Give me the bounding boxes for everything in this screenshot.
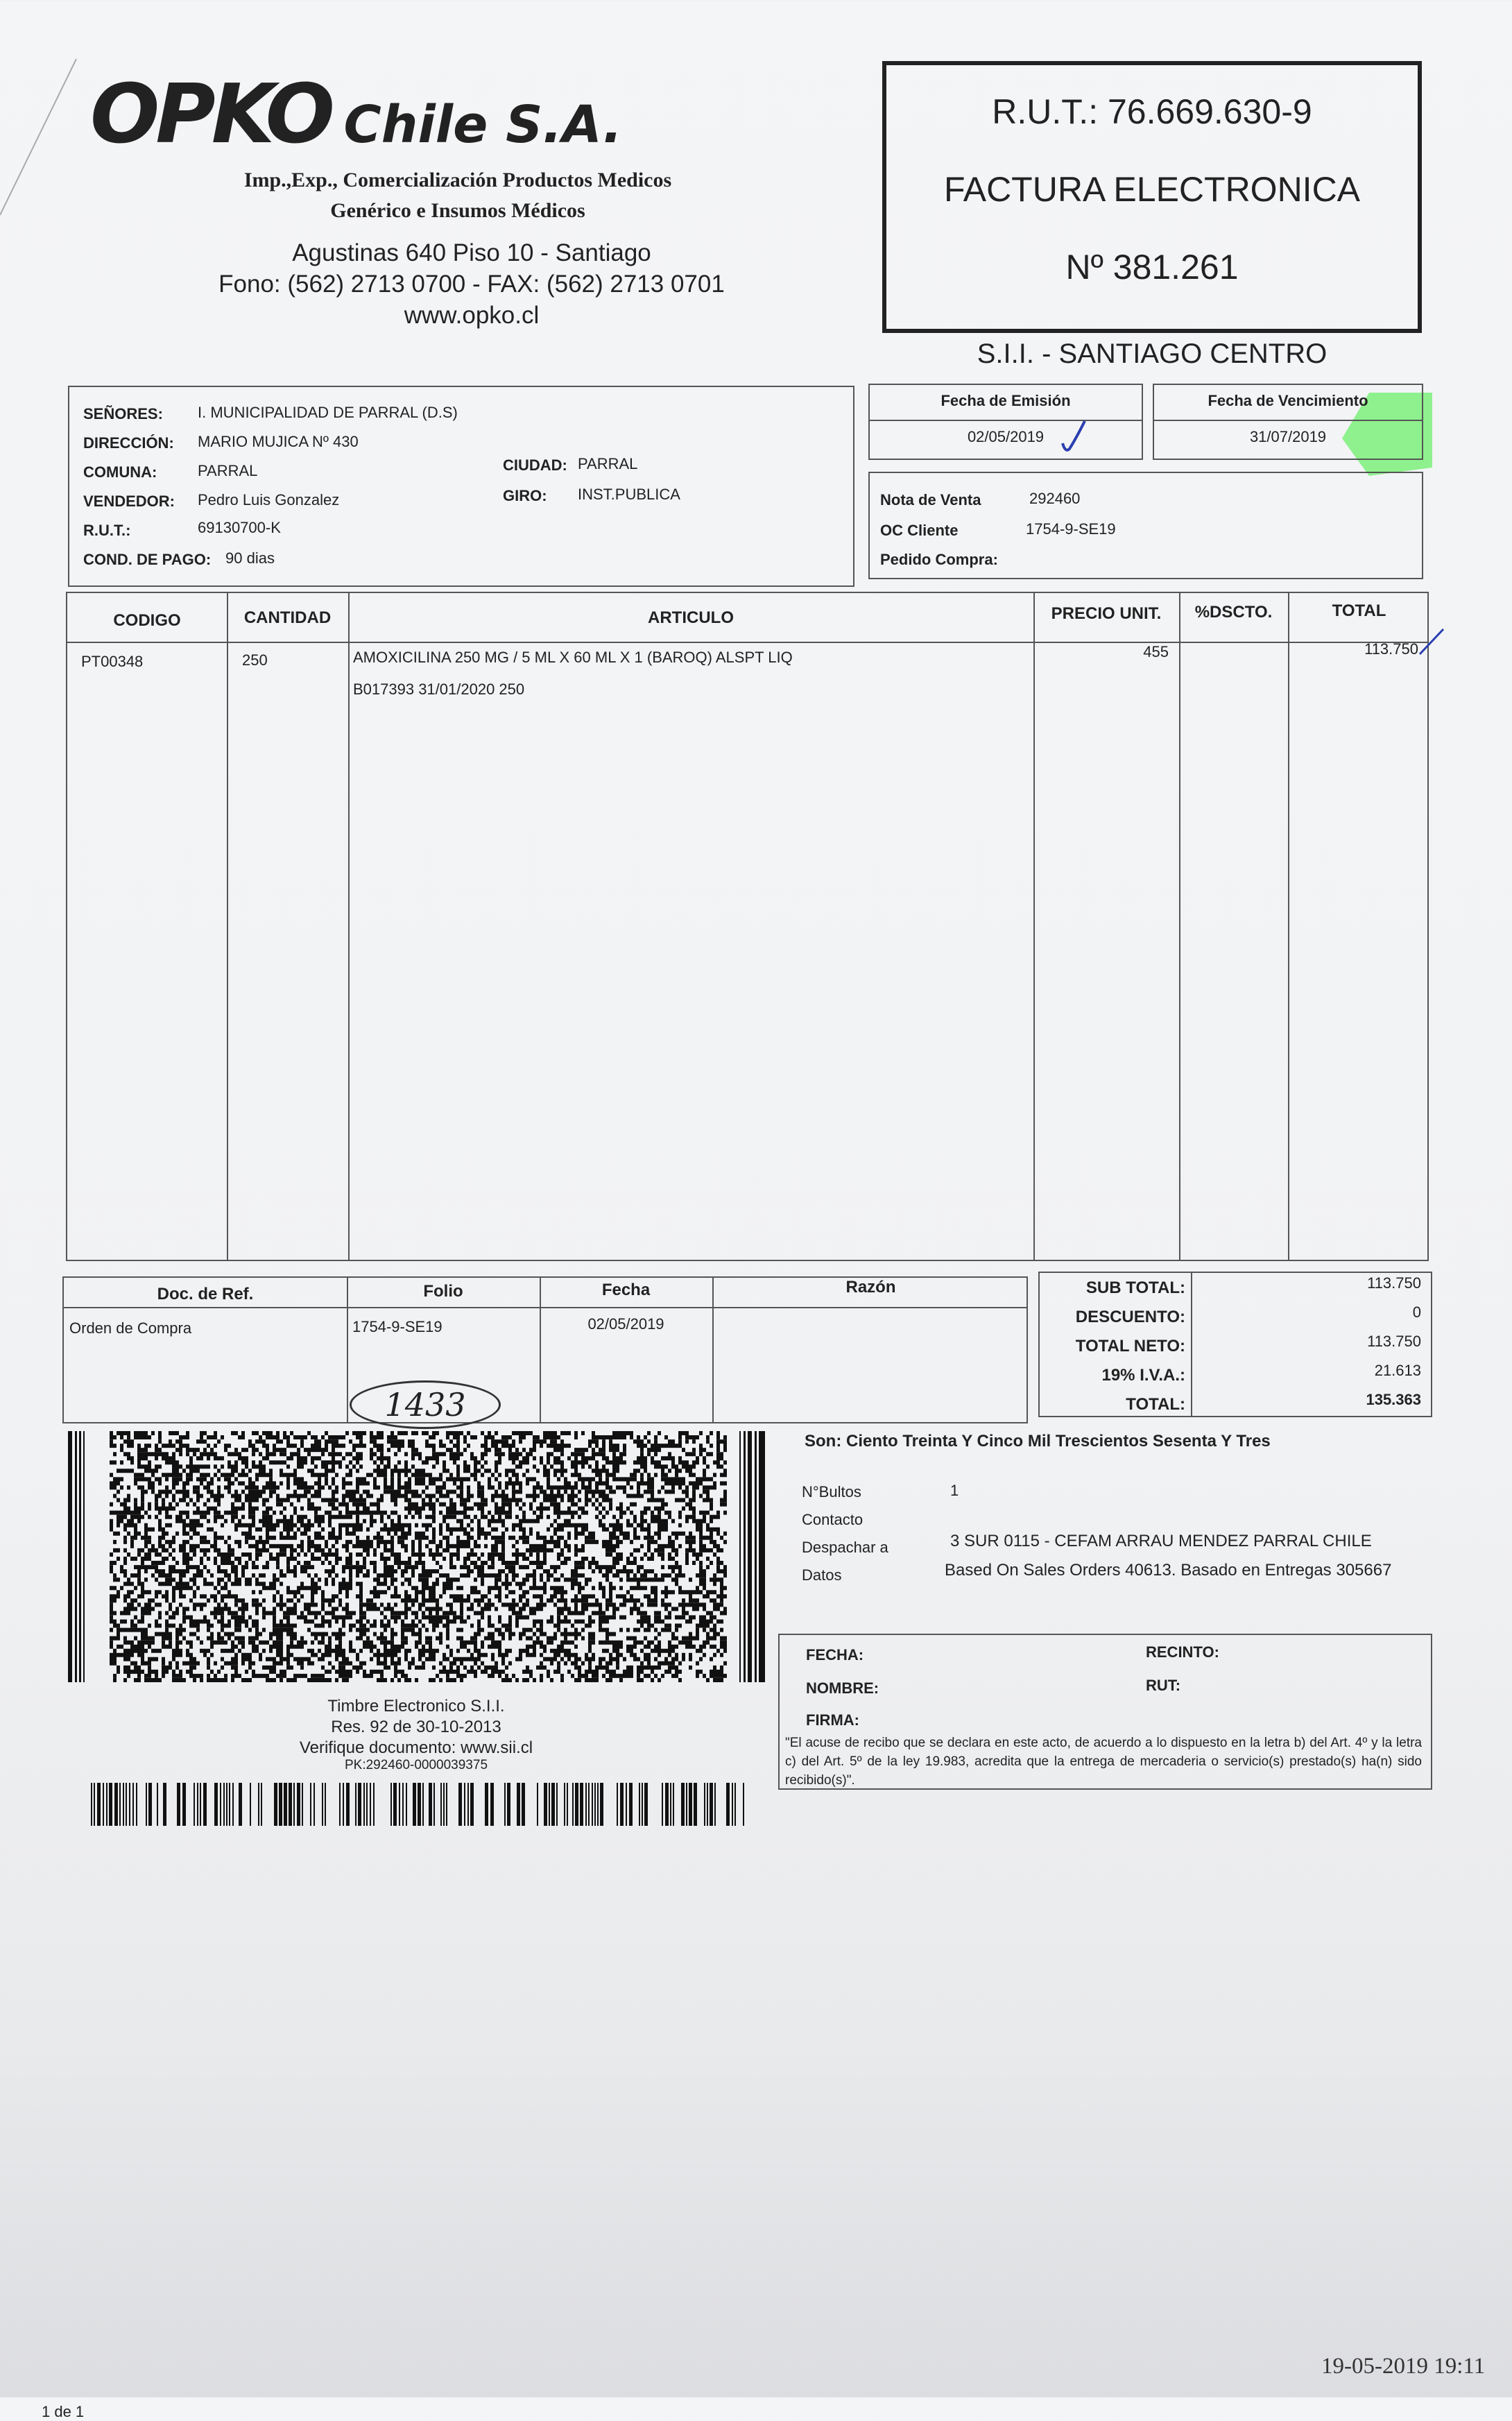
client-rut-label: R.U.T.: bbox=[83, 522, 131, 539]
company-contact bbox=[180, 237, 763, 331]
nota-venta-label: Nota de Venta bbox=[880, 491, 981, 508]
order-info-box bbox=[868, 472, 1423, 579]
ref-doc-value: Orden de Compra bbox=[69, 1319, 192, 1337]
ref-doc-header: Doc. de Ref. bbox=[157, 1285, 254, 1303]
direccion-label: DIRECCIÓN: bbox=[83, 434, 174, 452]
giro-label: GIRO: bbox=[503, 487, 547, 504]
company-description bbox=[208, 165, 707, 226]
timbre-line4: PK:292460-0000039375 bbox=[344, 1758, 488, 1772]
pedido-compra-label: Pedido Compra: bbox=[880, 551, 998, 568]
item-precio: 455 bbox=[1143, 643, 1169, 660]
company-phone: Fono: (562) 2713 0700 - FAX: (562) 2713 0701 bbox=[218, 271, 725, 298]
receipt-firma-label: FIRMA: bbox=[806, 1711, 859, 1729]
client-rut-value: 69130700-K bbox=[198, 519, 281, 536]
col-cantidad: CANTIDAD bbox=[243, 608, 332, 627]
receipt-box bbox=[778, 1634, 1432, 1790]
iva-value: 21.613 bbox=[1374, 1362, 1421, 1379]
handwritten-check bbox=[1057, 417, 1092, 459]
bultos-value: 1 bbox=[950, 1482, 959, 1499]
receipt-fecha-label: FECHA: bbox=[806, 1646, 864, 1663]
col-codigo: CODIGO bbox=[113, 611, 181, 630]
company-line1: Imp.,Exp., Comercialización Productos Medicos bbox=[243, 169, 672, 191]
col-total: TOTAL bbox=[1332, 601, 1386, 620]
datos-value: Based On Sales Orders 40613. Basado en Entregas 305667 bbox=[945, 1561, 1392, 1580]
receipt-legal-text: "El acuse de recibo que se declara en este acto, de acuerdo a lo dispuesto en la letra b) del Art. 4º y la letra c) del Art. 5º de la ley 19.983, acredita que la entrega de mercaderia o servicio(s) prestado(s) ha(n) sido recibido(s)". bbox=[785, 1736, 1422, 1788]
item-codigo: PT00348 bbox=[81, 653, 144, 670]
iva-label: 19% I.V.A.: bbox=[1101, 1366, 1185, 1385]
company-line2: Genérico e Insumos Médicos bbox=[330, 199, 585, 222]
comuna-label: COMUNA: bbox=[83, 463, 157, 481]
page-count: 1 de 1 bbox=[42, 2403, 85, 2420]
fecha-emision-value: 02/05/2019 bbox=[967, 428, 1045, 445]
items-table bbox=[66, 592, 1429, 1261]
print-timestamp: 19-05-2019 19:11 bbox=[1321, 2354, 1486, 2379]
ciudad-label: CIUDAD: bbox=[503, 456, 567, 474]
despachar-value: 3 SUR 0115 - CEFAM ARRAU MENDEZ PARRAL CHILE bbox=[950, 1532, 1372, 1550]
logo-suffix: Chile S.A. bbox=[343, 95, 623, 155]
col-articulo: ARTICULO bbox=[648, 608, 734, 627]
ref-folio-header: Folio bbox=[423, 1282, 463, 1301]
subtotal-label: SUB TOTAL: bbox=[1085, 1278, 1185, 1297]
subtotal-value: 113.750 bbox=[1367, 1274, 1421, 1292]
col-precio: PRECIO UNIT. bbox=[1051, 604, 1162, 623]
invoice-id-box bbox=[882, 61, 1422, 333]
fecha-vencimiento-label: Fecha de Vencimiento bbox=[1208, 392, 1368, 409]
vendedor-label: VENDEDOR: bbox=[83, 493, 175, 510]
neto-label: TOTAL NETO: bbox=[1075, 1337, 1185, 1355]
col-dscto: %DSCTO. bbox=[1194, 603, 1273, 622]
amount-in-words: Son: Ciento Treinta Y Cinco Mil Trescientos Sesenta Y Tres bbox=[805, 1432, 1271, 1451]
invoice-number: Nº 381.261 bbox=[1065, 248, 1239, 286]
receipt-rut-label: RUT: bbox=[1146, 1677, 1181, 1694]
nota-venta-value: 292460 bbox=[1029, 490, 1081, 507]
total-value: 135.363 bbox=[1366, 1391, 1421, 1408]
handwritten-tick bbox=[1418, 626, 1446, 661]
receipt-nombre-label: NOMBRE: bbox=[806, 1679, 879, 1697]
ciudad-value: PARRAL bbox=[578, 455, 638, 472]
oc-cliente-value: 1754-9-SE19 bbox=[1026, 520, 1116, 538]
fecha-vencimiento-box bbox=[1153, 384, 1423, 460]
barcode-modules bbox=[68, 1431, 765, 1682]
ref-razon-header: Razón bbox=[845, 1278, 896, 1297]
comuna-value: PARRAL bbox=[198, 462, 258, 479]
sii-office: S.I.I. - SANTIAGO CENTRO bbox=[977, 339, 1328, 369]
linear-barcode-bars bbox=[91, 1783, 744, 1826]
handwritten-number: 1433 bbox=[350, 1380, 501, 1429]
pago-label: COND. DE PAGO: bbox=[83, 551, 212, 568]
senores-value: I. MUNICIPALIDAD DE PARRAL (D.S) bbox=[198, 404, 458, 421]
ref-fecha-value: 02/05/2019 bbox=[587, 1315, 664, 1333]
pago-value: 90 dias bbox=[225, 549, 275, 567]
pdf417-barcode bbox=[68, 1431, 765, 1682]
company-web: www.opko.cl bbox=[404, 302, 540, 329]
descuento-label: DESCUENTO: bbox=[1075, 1308, 1185, 1326]
fecha-vencimiento-value: 31/07/2019 bbox=[1249, 428, 1327, 445]
linear-barcode bbox=[85, 1783, 745, 1826]
item-articulo: AMOXICILINA 250 MG / 5 ML X 60 ML X 1 (BAROQ) ALSPT LIQ bbox=[353, 649, 793, 666]
timbre-line1: Timbre Electronico S.I.I. bbox=[327, 1697, 505, 1716]
timbre-line2: Res. 92 de 30-10-2013 bbox=[331, 1718, 501, 1736]
total-label: TOTAL: bbox=[1126, 1395, 1185, 1414]
item-lote: B017393 31/01/2020 250 bbox=[353, 681, 525, 698]
vendedor-value: Pedro Luis Gonzalez bbox=[198, 491, 340, 508]
neto-value: 113.750 bbox=[1367, 1333, 1421, 1350]
totals-box bbox=[1038, 1272, 1432, 1417]
senores-label: SEÑORES: bbox=[83, 405, 163, 422]
fecha-emision-label: Fecha de Emisión bbox=[940, 392, 1071, 409]
giro-value: INST.PUBLICA bbox=[578, 486, 680, 503]
references-table bbox=[62, 1276, 1028, 1423]
timbre-electronico bbox=[208, 1696, 624, 1772]
direccion-value: MARIO MUJICA Nº 430 bbox=[198, 433, 359, 450]
invoice-rut: R.U.T.: 76.669.630-9 bbox=[992, 92, 1312, 131]
item-cantidad: 250 bbox=[242, 651, 268, 669]
timbre-line3: Verifique documento: www.sii.cl bbox=[299, 1738, 533, 1757]
ref-fecha-header: Fecha bbox=[601, 1281, 651, 1299]
oc-cliente-label: OC Cliente bbox=[880, 522, 959, 539]
despachar-label: Despachar a bbox=[802, 1539, 888, 1556]
logo-wordmark: OPKO bbox=[90, 66, 331, 162]
datos-label: Datos bbox=[802, 1566, 842, 1584]
item-total: 113.750 bbox=[1364, 640, 1418, 658]
company-logo bbox=[90, 66, 622, 162]
descuento-value: 0 bbox=[1412, 1303, 1421, 1321]
contacto-label: Contacto bbox=[802, 1511, 864, 1528]
ref-folio-value: 1754-9-SE19 bbox=[352, 1318, 443, 1335]
folded-corner bbox=[0, 55, 83, 222]
client-info-box bbox=[68, 386, 854, 587]
company-address: Agustinas 640 Piso 10 - Santiago bbox=[292, 239, 651, 266]
receipt-recinto-label: RECINTO: bbox=[1146, 1643, 1219, 1661]
invoice-type: FACTURA ELECTRONICA bbox=[943, 170, 1361, 209]
fecha-emision-box bbox=[868, 384, 1143, 460]
bultos-label: N°Bultos bbox=[802, 1483, 861, 1500]
